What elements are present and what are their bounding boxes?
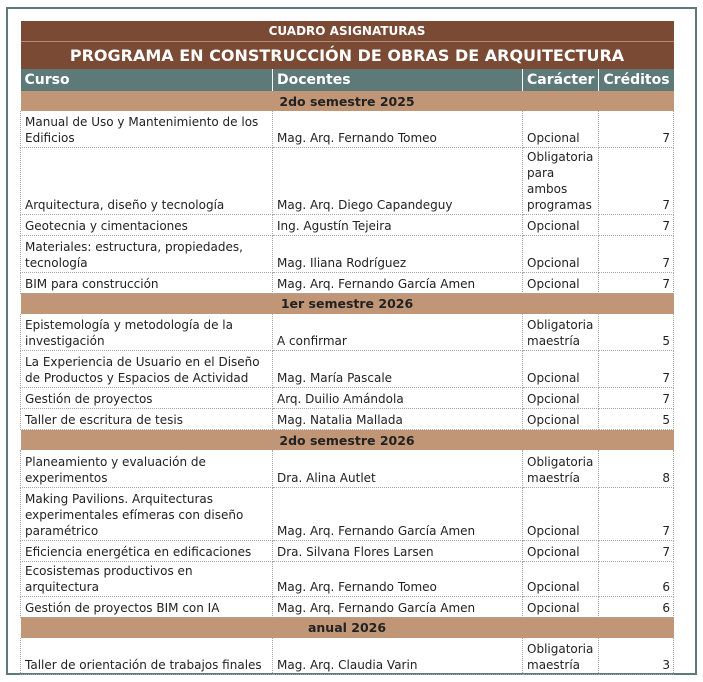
table-row [21, 487, 674, 540]
teacher-cell: Mag. Natalia Mallada [273, 409, 523, 430]
teacher-cell: Mag. Arq. Claudia Varin [273, 638, 523, 675]
table-subtitle: PROGRAMA EN CONSTRUCCIÓN DE OBRAS DE ARQUITECTURA [21, 42, 674, 70]
table-row [21, 638, 674, 675]
credits-cell: 7 [599, 147, 674, 214]
character-cell: Opcional [523, 596, 599, 617]
character-cell: Obligatoria maestría [523, 638, 599, 675]
table-title: CUADRO ASIGNATURAS [21, 21, 674, 42]
teacher-cell: Mag. Arq. Fernando García Amen [273, 596, 523, 617]
character-cell: Opcional [523, 235, 599, 272]
course-cell: Materiales: estructura, propiedades, tecnología [21, 235, 273, 272]
character-cell: Opcional [523, 272, 599, 293]
credits-cell: 5 [599, 409, 674, 430]
course-cell: Ecosistemas productivos en arquitectura [21, 561, 273, 596]
teacher-cell: A confirmar [273, 314, 523, 351]
section-header-row [21, 91, 674, 111]
teacher-cell: Mag. Arq. Fernando García Amen [273, 272, 523, 293]
character-cell: Opcional [523, 540, 599, 561]
column-header-docentes: Docentes [273, 69, 523, 91]
character-cell: Opcional [523, 214, 599, 235]
course-cell: Geotecnia y cimentaciones [21, 214, 273, 235]
credits-cell: 8 [599, 450, 674, 487]
teacher-cell: Mag. María Pascale [273, 351, 523, 388]
table-row [21, 351, 674, 388]
courses-table [20, 21, 674, 675]
course-cell: Making Pavilions. Arquitecturas experimentales efímeras con diseño paramétrico [21, 487, 273, 540]
table-row [21, 388, 674, 409]
section-header: 1er semestre 2026 [21, 293, 674, 314]
course-cell: La Experiencia de Usuario en el Diseño de Productos y Espacios de Actividad [21, 351, 273, 388]
column-header-curso: Curso [21, 69, 273, 91]
course-cell: Gestión de proyectos BIM con IA [21, 596, 273, 617]
credits-cell: 3 [599, 638, 674, 675]
character-cell: Opcional [523, 487, 599, 540]
credits-cell: 7 [599, 388, 674, 409]
table-row [21, 596, 674, 617]
credits-cell: 7 [599, 540, 674, 561]
teacher-cell: Mag. Arq. Fernando Tomeo [273, 561, 523, 596]
course-cell: BIM para construcción [21, 272, 273, 293]
table-row [21, 235, 674, 272]
teacher-cell: Mag. Arq. Fernando Tomeo [273, 111, 523, 147]
section-header: 2do semestre 2025 [21, 91, 674, 111]
section-header-row [21, 617, 674, 638]
column-header-caracter: Carácter [523, 69, 599, 91]
teacher-cell: Dra. Alina Autlet [273, 450, 523, 487]
character-cell: Opcional [523, 351, 599, 388]
table-body [21, 91, 674, 675]
section-header: 2do semestre 2026 [21, 430, 674, 451]
credits-cell: 7 [599, 214, 674, 235]
credits-cell: 7 [599, 487, 674, 540]
course-cell: Epistemología y metodología de la investigación [21, 314, 273, 351]
character-cell: Opcional [523, 409, 599, 430]
credits-cell: 5 [599, 314, 674, 351]
table-row [21, 272, 674, 293]
table-row [21, 111, 674, 147]
table-row [21, 147, 674, 214]
course-cell: Gestión de proyectos [21, 388, 273, 409]
section-header-row [21, 293, 674, 314]
character-cell: Opcional [523, 388, 599, 409]
table-row [21, 409, 674, 430]
course-cell: Taller de escritura de tesis [21, 409, 273, 430]
character-cell: Obligatoria maestría [523, 450, 599, 487]
table-row [21, 214, 674, 235]
credits-cell: 7 [599, 235, 674, 272]
character-cell: Opcional [523, 111, 599, 147]
table-row [21, 450, 674, 487]
course-cell: Planeamiento y evaluación de experimentos [21, 450, 273, 487]
table-row [21, 314, 674, 351]
course-cell: Arquitectura, diseño y tecnología [21, 147, 273, 214]
section-header: anual 2026 [21, 617, 674, 638]
character-cell: Obligatoria para ambos programas [523, 147, 599, 214]
teacher-cell: Ing. Agustín Tejeira [273, 214, 523, 235]
teacher-cell: Mag. Iliana Rodríguez [273, 235, 523, 272]
teacher-cell: Mag. Arq. Diego Capandeguy [273, 147, 523, 214]
credits-cell: 6 [599, 596, 674, 617]
section-header-row [21, 430, 674, 451]
teacher-cell: Arq. Duilio Amándola [273, 388, 523, 409]
course-cell: Eficiencia energética en edificaciones [21, 540, 273, 561]
course-cell: Taller de orientación de trabajos finales [21, 638, 273, 675]
table-row [21, 561, 674, 596]
character-cell: Obligatoria maestría [523, 314, 599, 351]
course-cell: Manual de Uso y Mantenimiento de los Edificios [21, 111, 273, 147]
teacher-cell: Dra. Silvana Flores Larsen [273, 540, 523, 561]
credits-cell: 7 [599, 272, 674, 293]
character-cell: Opcional [523, 561, 599, 596]
credits-cell: 7 [599, 111, 674, 147]
table-row [21, 540, 674, 561]
credits-cell: 7 [599, 351, 674, 388]
teacher-cell: Mag. Arq. Fernando García Amen [273, 487, 523, 540]
credits-cell: 6 [599, 561, 674, 596]
column-header-creditos: Créditos [599, 69, 674, 91]
